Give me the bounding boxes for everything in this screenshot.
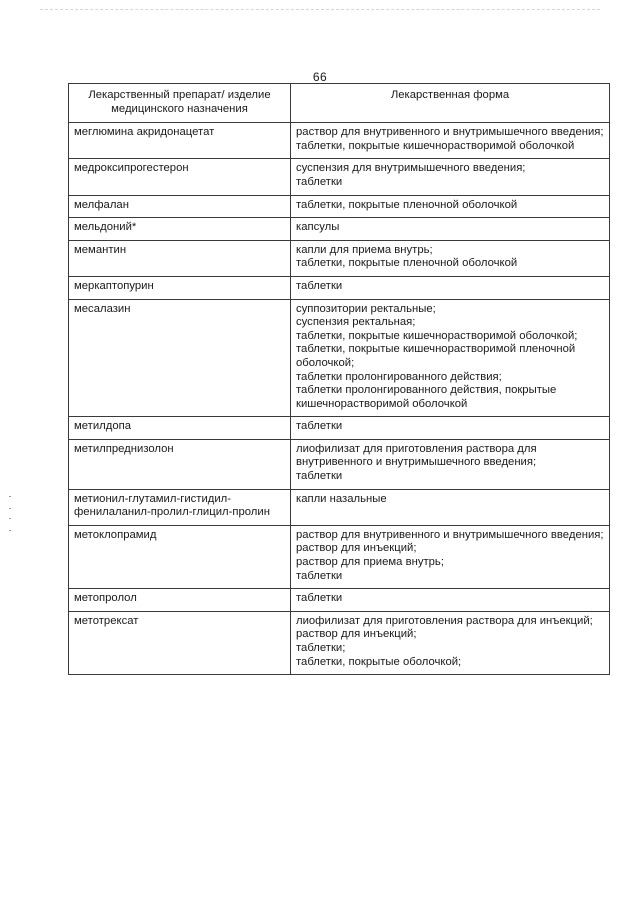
table-row <box>69 417 610 440</box>
dosage-form-line: суспензия для внутримышечного введения; <box>296 162 526 175</box>
dosage-form-cell <box>291 159 610 195</box>
dosage-form-line: суспензия ректальная; <box>296 316 416 329</box>
table-row <box>69 123 610 159</box>
table-row <box>69 611 610 674</box>
dosage-form-line: лиофилизат для приготовления раствора для внутривенного и внутримышечного введения; <box>296 442 537 469</box>
table-row <box>69 439 610 489</box>
dosage-form-line: таблетки <box>296 420 343 433</box>
dosage-form-cell <box>291 611 610 674</box>
dosage-form-cell <box>291 240 610 276</box>
column-header-form: Лекарственная форма <box>291 84 610 123</box>
drug-name-cell: метилпреднизолон <box>69 439 291 489</box>
dosage-form-line: капсулы <box>296 221 340 234</box>
dosage-form-cell <box>291 123 610 159</box>
drug-name-cell: мемантин <box>69 240 291 276</box>
drug-name-cell: месалазин <box>69 299 291 417</box>
dosage-form-line: таблетки, покрытые пленочной оболочкой <box>296 257 518 270</box>
dosage-form-cell <box>291 439 610 489</box>
dosage-form-line: таблетки пролонгированного действия, покрытые кишечнорастворимой оболочкой <box>296 384 557 410</box>
dosage-form-line: таблетки <box>296 279 343 292</box>
table-row <box>69 489 610 525</box>
drug-name-cell: метотрексат <box>69 611 291 674</box>
table-row <box>69 195 610 218</box>
dosage-form-line: раствор для инъекций; <box>296 542 417 555</box>
table-row <box>69 299 610 417</box>
table-row <box>69 276 610 299</box>
dosage-form-line: таблетки; <box>296 642 346 654</box>
table-row <box>69 240 610 276</box>
dosage-form-line: таблетки <box>296 592 343 605</box>
drug-name-cell: мельдоний* <box>69 218 291 241</box>
column-header-drug: Лекарственный препарат/ изделие медицинского назначения <box>69 84 291 123</box>
dosage-form-cell <box>291 489 610 525</box>
dosage-form-line: раствор для внутривенного и внутримышечного введения; <box>296 126 604 139</box>
scan-artifact-line <box>40 9 600 10</box>
table-row <box>69 159 610 195</box>
dosage-form-line: таблетки пролонгированного действия; <box>296 370 502 383</box>
dosage-form-line: раствор для инъекций; <box>296 628 417 641</box>
table-row <box>69 525 610 588</box>
dosage-form-line: суппозитории ректальные; <box>296 302 436 315</box>
drug-name-cell: метопролол <box>69 589 291 612</box>
dosage-form-cell <box>291 276 610 299</box>
drug-name-cell: меркаптопурин <box>69 276 291 299</box>
dosage-form-cell <box>291 195 610 218</box>
table-header-row <box>69 84 610 123</box>
dosage-form-cell <box>291 417 610 440</box>
drug-name-cell: мелфалан <box>69 195 291 218</box>
dosage-form-line: таблетки, покрытые оболочкой; <box>296 655 462 668</box>
dosage-form-line: таблетки <box>296 470 343 483</box>
dosage-form-line: капли для приема внутрь; <box>296 243 433 256</box>
dosage-form-line: таблетки <box>296 175 343 188</box>
dosage-form-cell <box>291 589 610 612</box>
dosage-form-cell <box>291 525 610 588</box>
drug-table <box>68 83 610 675</box>
dosage-form-line: раствор для приема внутрь; <box>296 556 444 569</box>
dosage-form-line: капли назальные <box>296 492 387 505</box>
table-row <box>69 589 610 612</box>
dosage-form-cell <box>291 218 610 241</box>
dosage-form-cell <box>291 299 610 417</box>
dosage-form-line: лиофилизат для приготовления раствора для инъекций; <box>296 614 593 627</box>
margin-scan-marks <box>3 492 21 552</box>
table-body <box>69 123 610 675</box>
drug-name-cell: метоклопрамид <box>69 525 291 588</box>
drug-name-cell: меглюмина акридонацетат <box>69 123 291 159</box>
dosage-form-line: таблетки, покрытые кишечнорастворимой оболочкой; <box>296 329 578 342</box>
drug-name-cell: медроксипрогестерон <box>69 159 291 195</box>
dosage-form-line: таблетки <box>296 569 343 582</box>
dosage-form-line: таблетки, покрытые пленочной оболочкой <box>296 198 518 211</box>
dosage-form-line: раствор для внутривенного и внутримышечного введения; <box>296 528 604 541</box>
page-number: 66 <box>312 70 328 84</box>
table-row <box>69 218 610 241</box>
drug-name-cell: метилдопа <box>69 417 291 440</box>
dosage-form-line: таблетки, покрытые кишечнорастворимой оболочкой <box>296 139 575 152</box>
drug-name-cell: метионил-глутамил-гистидил-фенилаланил-пролил-глицил-пролин <box>69 489 291 525</box>
dosage-form-line: таблетки, покрытые кишечнорастворимой пленочной оболочкой; <box>296 343 576 369</box>
